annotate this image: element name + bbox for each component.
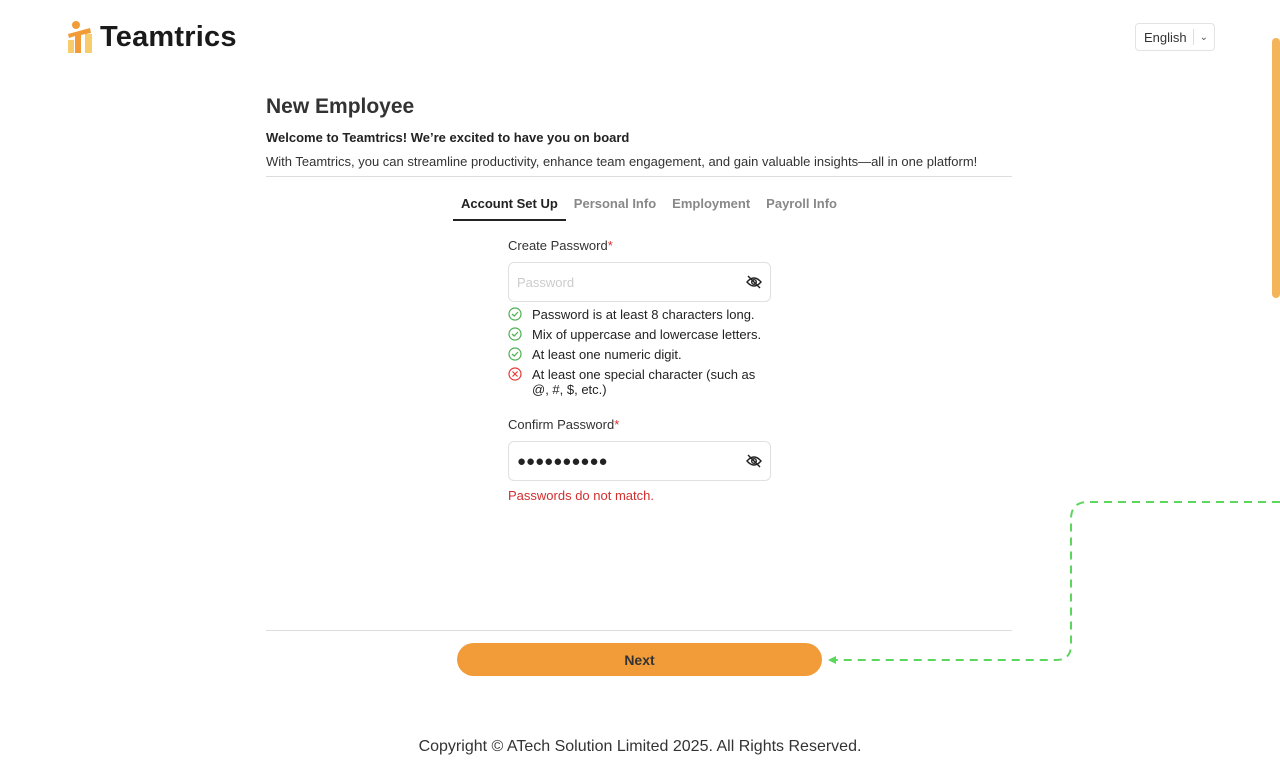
scrollbar[interactable] <box>1272 38 1280 298</box>
tabs <box>453 190 845 221</box>
create-password-input[interactable] <box>508 262 771 302</box>
rule-text: At least one numeric digit. <box>532 347 682 362</box>
create-password-label <box>508 238 771 253</box>
password-value: ●●●●●●●●●● <box>517 452 608 470</box>
label-text: Create Password <box>508 238 608 253</box>
rule-item <box>508 347 771 362</box>
brand-logo <box>66 20 237 54</box>
eye-off-icon[interactable] <box>746 275 762 289</box>
select-divider <box>1193 29 1194 45</box>
label-text: Confirm Password <box>508 417 615 432</box>
confirm-password-input[interactable] <box>508 441 771 481</box>
check-circle-icon <box>508 347 522 361</box>
rule-text: Password is at least 8 characters long. <box>532 307 755 322</box>
check-circle-icon <box>508 327 522 341</box>
chevron-down-icon: ⌄ <box>1199 31 1209 43</box>
password-rules <box>508 307 771 397</box>
rule-text: At least one special character (such as @, #, $, etc.) <box>532 367 756 397</box>
check-circle-icon <box>508 307 522 321</box>
account-form <box>508 238 771 503</box>
rule-text: Mix of uppercase and lowercase letters. <box>532 327 762 342</box>
tab-payroll-info[interactable]: Payroll Info <box>766 196 837 211</box>
password-placeholder: Password <box>517 274 575 290</box>
language-value: English <box>1144 29 1187 45</box>
confirm-password-label <box>508 417 771 432</box>
footer-copyright: Copyright © ATech Solution Limited 2025. All Rights Reserved. <box>418 738 862 755</box>
divider <box>266 630 1012 631</box>
rule-item <box>508 307 771 322</box>
eye-off-icon[interactable] <box>746 454 762 468</box>
welcome-text: Welcome to Teamtrics! We’re excited to have you on board <box>266 130 630 145</box>
tab-employment[interactable]: Employment <box>672 196 751 211</box>
required-mark: * <box>614 417 620 432</box>
next-button[interactable]: Next <box>457 643 822 676</box>
tab-account-set-up[interactable]: Account Set Up <box>453 190 566 221</box>
rule-item <box>508 327 771 342</box>
rule-item <box>508 367 771 397</box>
page-title: New Employee <box>266 95 415 118</box>
page-header <box>266 95 1012 177</box>
description-text: With Teamtrics, you can streamline productivity, enhance team engagement, and gain valuable insights—all in one platform! <box>266 154 1012 177</box>
required-mark: * <box>607 238 613 253</box>
x-circle-icon <box>508 367 522 381</box>
logo-icon <box>66 20 94 54</box>
error-message: Passwords do not match. <box>508 488 654 503</box>
brand-name: Teamtrics <box>100 20 237 53</box>
language-select[interactable] <box>1135 23 1215 51</box>
tab-personal-info[interactable]: Personal Info <box>573 196 657 211</box>
